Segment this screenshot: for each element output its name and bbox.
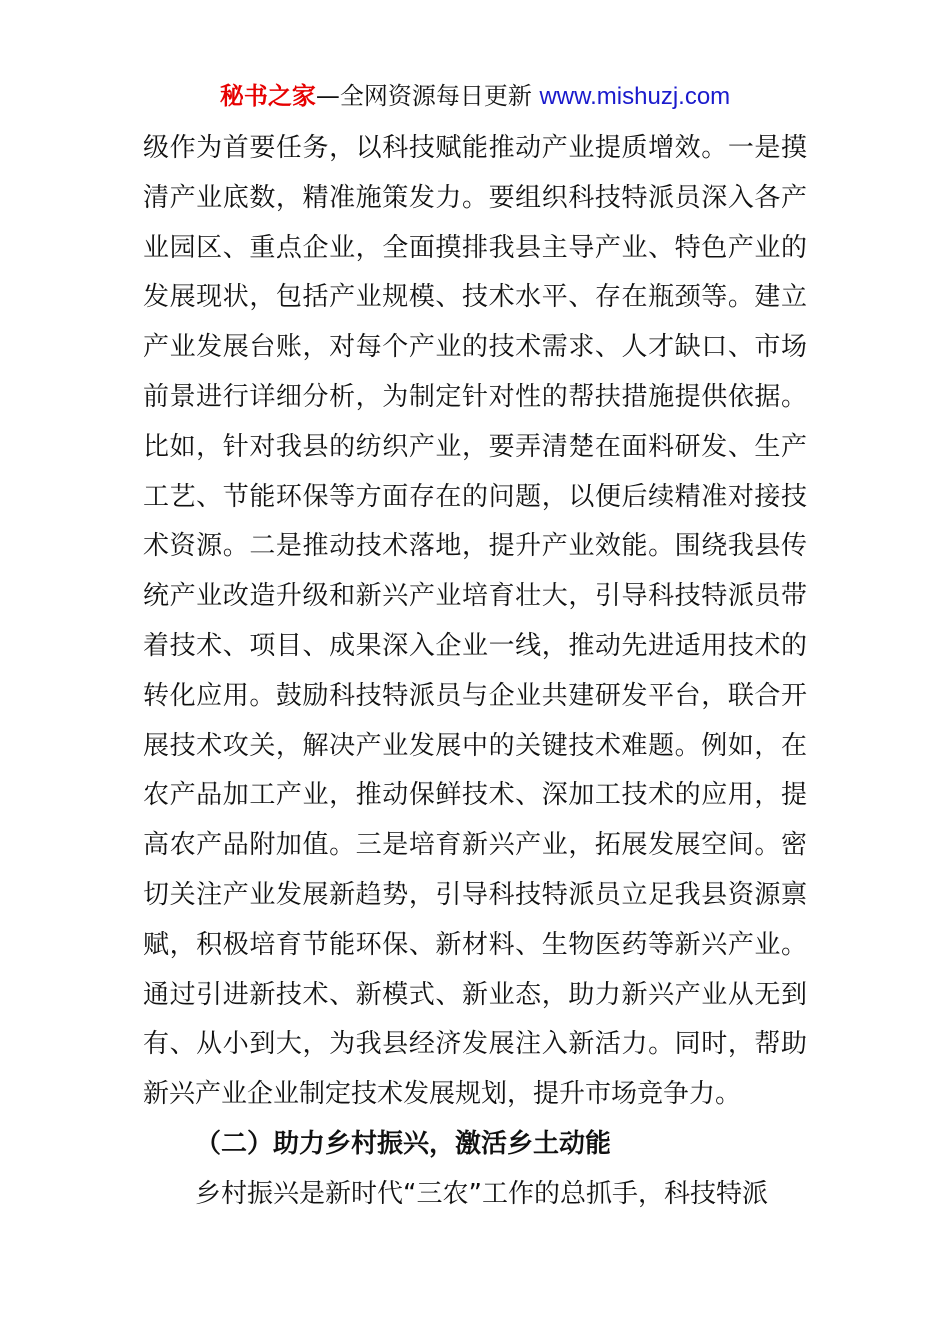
paragraph-line: 农产品加工产业，推动保鲜技术、深加工技术的应用，提 bbox=[143, 780, 807, 811]
document-body bbox=[143, 124, 807, 1220]
paragraph-line: 产业发展台账，对每个产业的技术需求、人才缺口、市场 bbox=[143, 332, 807, 363]
section-first-line: 乡村振兴是新时代“三农”工作的总抓手，科技特派 bbox=[195, 1178, 768, 1209]
paragraph-line: 赋，积极培育节能环保、新材料、生物医药等新兴产业。 bbox=[143, 929, 807, 960]
paragraph-line: 高农产品附加值。三是培育新兴产业，拓展发展空间。密 bbox=[143, 830, 807, 861]
paragraph-line: 比如，针对我县的纺织产业，要弄清楚在面料研发、生产 bbox=[143, 431, 807, 462]
paragraph-line: 新兴产业企业制定技术发展规划，提升市场竞争力。 bbox=[143, 1079, 742, 1110]
paragraph-line: 清产业底数，精准施策发力。要组织科技特派员深入各产 bbox=[143, 182, 807, 213]
section-heading: （二）助力乡村振兴，激活乡土动能 bbox=[195, 1128, 612, 1159]
paragraph-line: 术资源。二是推动技术落地，提升产业效能。围绕我县传 bbox=[143, 531, 807, 562]
paragraph-line: 前景进行详细分析，为制定针对性的帮扶措施提供依据。 bbox=[143, 381, 807, 412]
page-header bbox=[0, 80, 950, 113]
brand-name: 秘书之家 bbox=[219, 82, 316, 110]
paragraph-line: 切关注产业发展新趋势，引导科技特派员立足我县资源禀 bbox=[143, 879, 807, 910]
paragraph-line: 业园区、重点企业，全面摸排我县主导产业、特色产业的 bbox=[143, 232, 807, 263]
paragraph-line: 展技术攻关，解决产业发展中的关键技术难题。例如，在 bbox=[143, 730, 807, 761]
site-url[interactable]: www.mishuzj.com bbox=[539, 83, 731, 110]
paragraph-line: 有、从小到大，为我县经济发展注入新活力。同时，帮助 bbox=[143, 1029, 807, 1060]
header-tagline: —全网资源每日更新 bbox=[315, 82, 532, 110]
paragraph-line: 级作为首要任务，以科技赋能推动产业提质增效。一是摸 bbox=[143, 133, 807, 163]
paragraph-line: 工艺、节能环保等方面存在的问题，以便后续精准对接技 bbox=[143, 481, 807, 512]
paragraph-line: 通过引进新技术、新模式、新业态，助力新兴产业从无到 bbox=[143, 979, 807, 1010]
paragraph-line: 统产业改造升级和新兴产业培育壮大，引导科技特派员带 bbox=[143, 581, 807, 612]
paragraph-line: 发展现状，包括产业规模、技术水平、存在瓶颈等。建立 bbox=[143, 282, 807, 313]
paragraph-line: 着技术、项目、成果深入企业一线，推动先进适用技术的 bbox=[143, 630, 807, 661]
paragraph-line: 转化应用。鼓励科技特派员与企业共建研发平台，联合开 bbox=[143, 680, 807, 711]
